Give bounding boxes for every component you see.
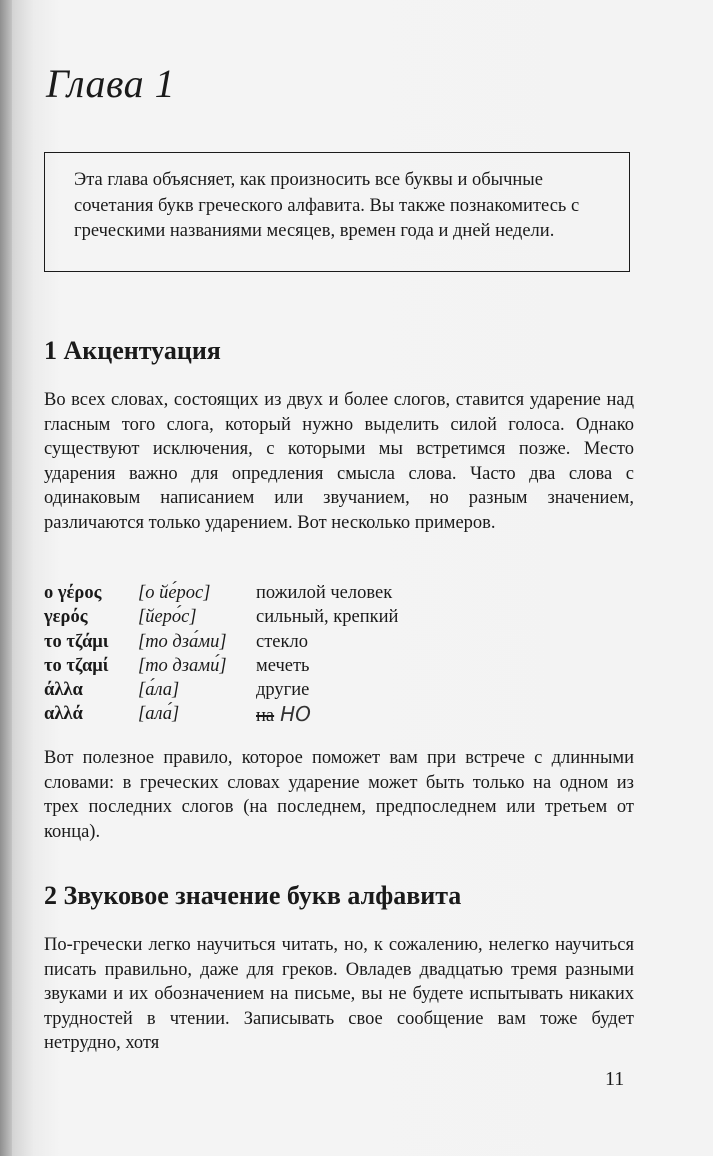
example-meaning: сильный, крепкий <box>256 607 399 628</box>
example-transcription: [а́ла] <box>138 680 180 701</box>
accentuation-paragraph: Во всех словах, состоящих из двух и более слогов, ставится ударение над гласным того слога, который нужно выделить силой голоса. Однако существуют исключения, с которыми мы встретимся позже. Место ударения важно для опредления смысла слова. Часто два слова с одинаковым написанием или звучанием, но разным значением, различаются только ударением. Вот несколько примеров. <box>44 390 634 533</box>
example-transcription: [о йе́рос] <box>138 583 211 603</box>
accent-rule-paragraph: Вот полезное правило, которое поможет вам при встрече с длинными словами: в греческих словах ударение может быть только на одном из трех последних слогов (на последнем, предпоследнем или третьем от конца). <box>44 748 634 842</box>
section-heading-accentuation: 1 Акцентуация <box>44 336 221 365</box>
example-greek: αλλά <box>44 704 83 725</box>
example-transcription: [то дзами́] <box>138 655 227 676</box>
example-meaning: стекло <box>256 631 308 652</box>
example-row <box>44 702 564 726</box>
example-greek: ο γέρος <box>44 583 102 603</box>
page-number: 11 <box>605 1068 625 1090</box>
example-meaning: другие <box>256 680 310 701</box>
example-row <box>44 654 564 678</box>
example-greek: άλλα <box>44 680 83 701</box>
example-greek: το τζάμι <box>44 631 109 652</box>
example-row <box>44 630 564 654</box>
example-greek: το τζαμί <box>44 655 109 676</box>
example-transcription: [то дза́ми] <box>138 631 227 652</box>
example-row <box>44 605 564 629</box>
example-meaning: мечеть <box>256 655 310 676</box>
example-transcription: [йеро́с] <box>138 607 197 628</box>
example-row <box>44 581 564 605</box>
section-heading-alphabet-sounds: 2 Звуковое значение букв алфавита <box>44 881 462 910</box>
example-row <box>44 678 564 702</box>
chapter-title: Глава 1 <box>46 61 176 106</box>
handwritten-correction: НО <box>280 702 311 727</box>
example-meaning-corrected <box>256 702 564 726</box>
alphabet-paragraph: По-гречески легко научиться читать, но, к сожалению, нелегко научиться писать правильно, даже для греков. Овладев двадцатью тремя разными звуками и их обозначением на письме, вы не будете испытывать никаких трудностей в чтении. Записывать свое сообщение вам тоже будет нетрудно, хотя <box>44 935 634 1053</box>
page-edge-shadow <box>0 0 12 1156</box>
example-meaning: пожилой человек <box>256 583 393 603</box>
example-transcription: [ала́] <box>138 704 180 725</box>
intro-text: Эта глава объясняет, как произносить все буквы и обычные сочетания букв греческого алфавита. Вы также познакомитесь с греческими названиями месяцев, времен года и дней недели. <box>74 170 580 241</box>
examples-table <box>44 581 564 727</box>
struck-word: на <box>256 706 275 727</box>
example-greek: γερός <box>44 607 88 628</box>
